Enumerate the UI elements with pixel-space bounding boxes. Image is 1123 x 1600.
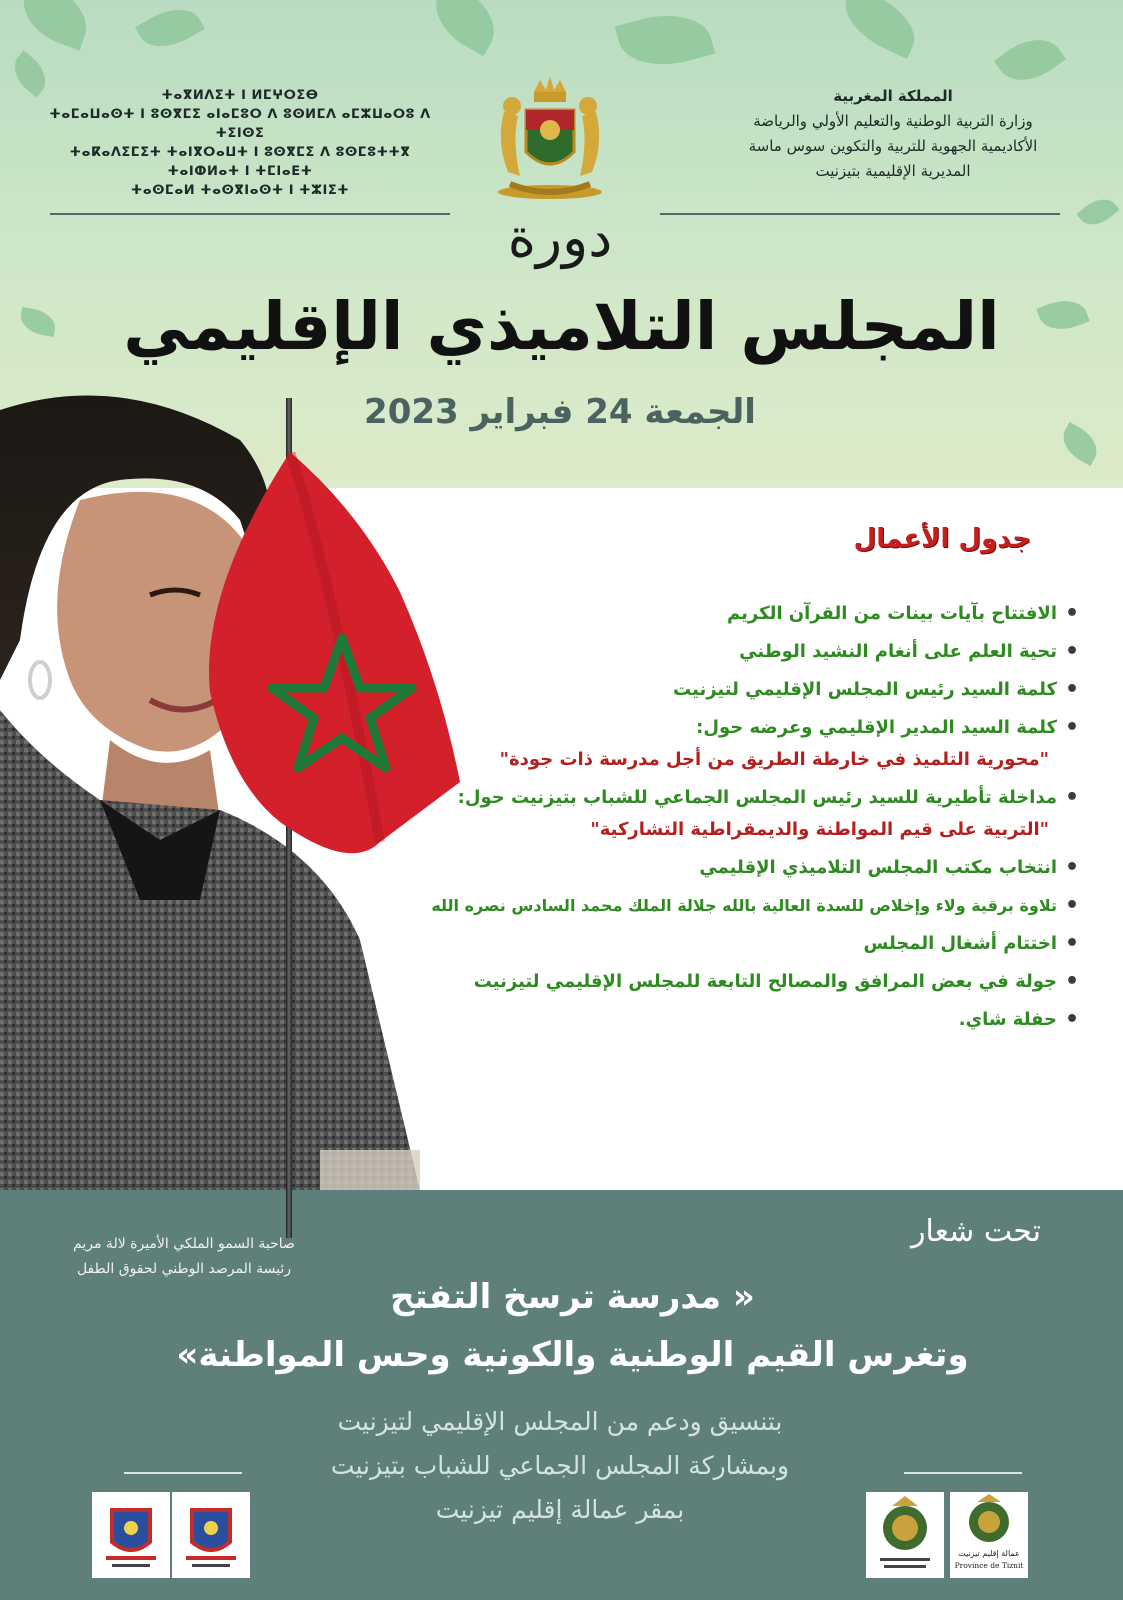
caption-line: رئيسة المرصد الوطني لحقوق الطفل: [76, 1261, 292, 1277]
organizer-line: بتنسيق ودعم من المجلس الإقليمي لتيزنيت: [337, 1407, 783, 1436]
agenda-title: جدول الأعمال: [853, 524, 1031, 554]
agenda-item: • مداخلة تأطيرية للسيد رئيس المجلس الجماعي للشباب بتيزنيت حول:: [379, 786, 1079, 810]
youth-council-logo: [92, 1492, 170, 1578]
page-title: المجلس التلاميذي الإقليمي: [123, 288, 1000, 365]
agenda-item: • انتخاب مكتب المجلس التلاميذي الإقليمي: [379, 856, 1079, 880]
caption-line: صاحبة السمو الملكي الأميرة لالة مريم: [73, 1236, 295, 1252]
footer-divider: [124, 1472, 242, 1474]
agenda-item: • تحية العلم على أنغام النشيد الوطني: [379, 640, 1079, 664]
organizer-line: بمقر عمالة إقليم تيزنيت: [435, 1495, 685, 1524]
event-date: الجمعة 24 فبراير 2023: [364, 392, 756, 432]
agenda-item: • اختتام أشغال المجلس: [379, 932, 1079, 956]
agenda-item: • حفلة شاي.: [379, 1008, 1079, 1032]
arabic-header-line: الأكاديمية الجهوية للتربية والتكوين سوس ماسة: [748, 137, 1038, 155]
arabic-header-line: المملكة المغربية: [833, 87, 953, 105]
provincial-council-emblem-icon: [866, 1492, 944, 1578]
province-emblem-icon: [950, 1492, 1028, 1578]
tifinagh-line: ⵜⴰⴳⵍⴷⵉⵜ ⵏ ⵍⵎⵖⵔⵉⴱ: [161, 88, 319, 103]
arabic-header: [723, 84, 1063, 184]
tifinagh-header: [40, 86, 440, 200]
agenda-item: • كلمة السيد المدير الإقليمي وعرضه حول:: [379, 716, 1079, 740]
province-logo-label: عمالة إقليم تيزنيت: [958, 1549, 1020, 1558]
organizers: [240, 1400, 880, 1532]
arabic-header-line: المديرية الإقليمية بتيزنيت: [815, 162, 971, 180]
province-logo-sublabel: Province de Tiznit: [954, 1561, 1024, 1570]
title-session: دورة: [507, 206, 613, 269]
youth-council-emblem-icon: [172, 1492, 250, 1578]
organizer-line: وبمشاركة المجلس الجماعي للشباب بتيزنيت: [330, 1451, 790, 1480]
tifinagh-line: ⵜⴰⵎⴰⵡⴰⵙⵜ ⵏ ⵓⵙⴳⵎⵉ ⴰⵏⴰⵎⵓⵔ ⴷ ⵓⵙⵍⵎⴷ ⴰⵎⵣⵡⴰⵔⵓ ⴷ ⵜⵉⵏⵙⵉ: [49, 107, 431, 141]
agenda-item-quote: "محورية التلميذ في خارطة الطريق من أجل مدرسة ذات جودة": [499, 749, 1049, 770]
agenda-item-quote: "التربية على قيم المواطنة والديمقراطية التشاركية": [590, 819, 1049, 840]
agenda-item: • كلمة السيد رئيس المجلس الإقليمي لتيزنيت: [379, 678, 1079, 702]
tifinagh-line: ⵜⴰⵙⵎⴰⵍ ⵜⴰⵙⴳⵏⴰⵙⵜ ⵏ ⵜⵣⵏⵉⵜ: [130, 183, 350, 198]
tifinagh-line: ⵜⴰⴽⴰⴷⵉⵎⵉⵜ ⵜⴰⵏⴳⵔⴰⵡⵜ ⵏ ⵓⵙⴳⵎⵉ ⴷ ⵓⵙⵎⵓⵜⵜⴳ: [69, 145, 411, 160]
youth-council-logo: [172, 1492, 250, 1578]
agenda-item: • جولة في بعض المرافق والمصالح التابعة للمجلس الإقليمي لتيزنيت: [379, 970, 1079, 994]
coat-of-arms-icon: [490, 72, 610, 202]
motto-heading: تحت شعار: [911, 1214, 1041, 1249]
footer-divider: [904, 1472, 1022, 1474]
agenda-item: • تلاوة برقية ولاء وإخلاص للسدة العالية بالله جلالة الملك محمد السادس نصره الله: [379, 894, 1079, 918]
agenda-item: • الافتتاح بآيات بينات من القرآن الكريم: [379, 602, 1079, 626]
agenda-list: [379, 602, 1079, 1046]
motto: [80, 1268, 1065, 1384]
province-logo: [950, 1492, 1028, 1578]
provincial-council-logo: [866, 1492, 944, 1578]
motto-line: وتغرس القيم الوطنية والكونية وحس المواطنة»: [176, 1335, 969, 1375]
tifinagh-line: ⵜⴰⵏⵀⵍⴰⵜ ⵏ ⵜⵎⵏⴰⴹⵜ: [167, 164, 313, 179]
motto-line: « مدرسة ترسخ التفتح: [390, 1277, 755, 1317]
youth-council-emblem-icon: [92, 1492, 170, 1578]
arabic-header-line: وزارة التربية الوطنية والتعليم الأولي والرياضة: [753, 112, 1033, 130]
